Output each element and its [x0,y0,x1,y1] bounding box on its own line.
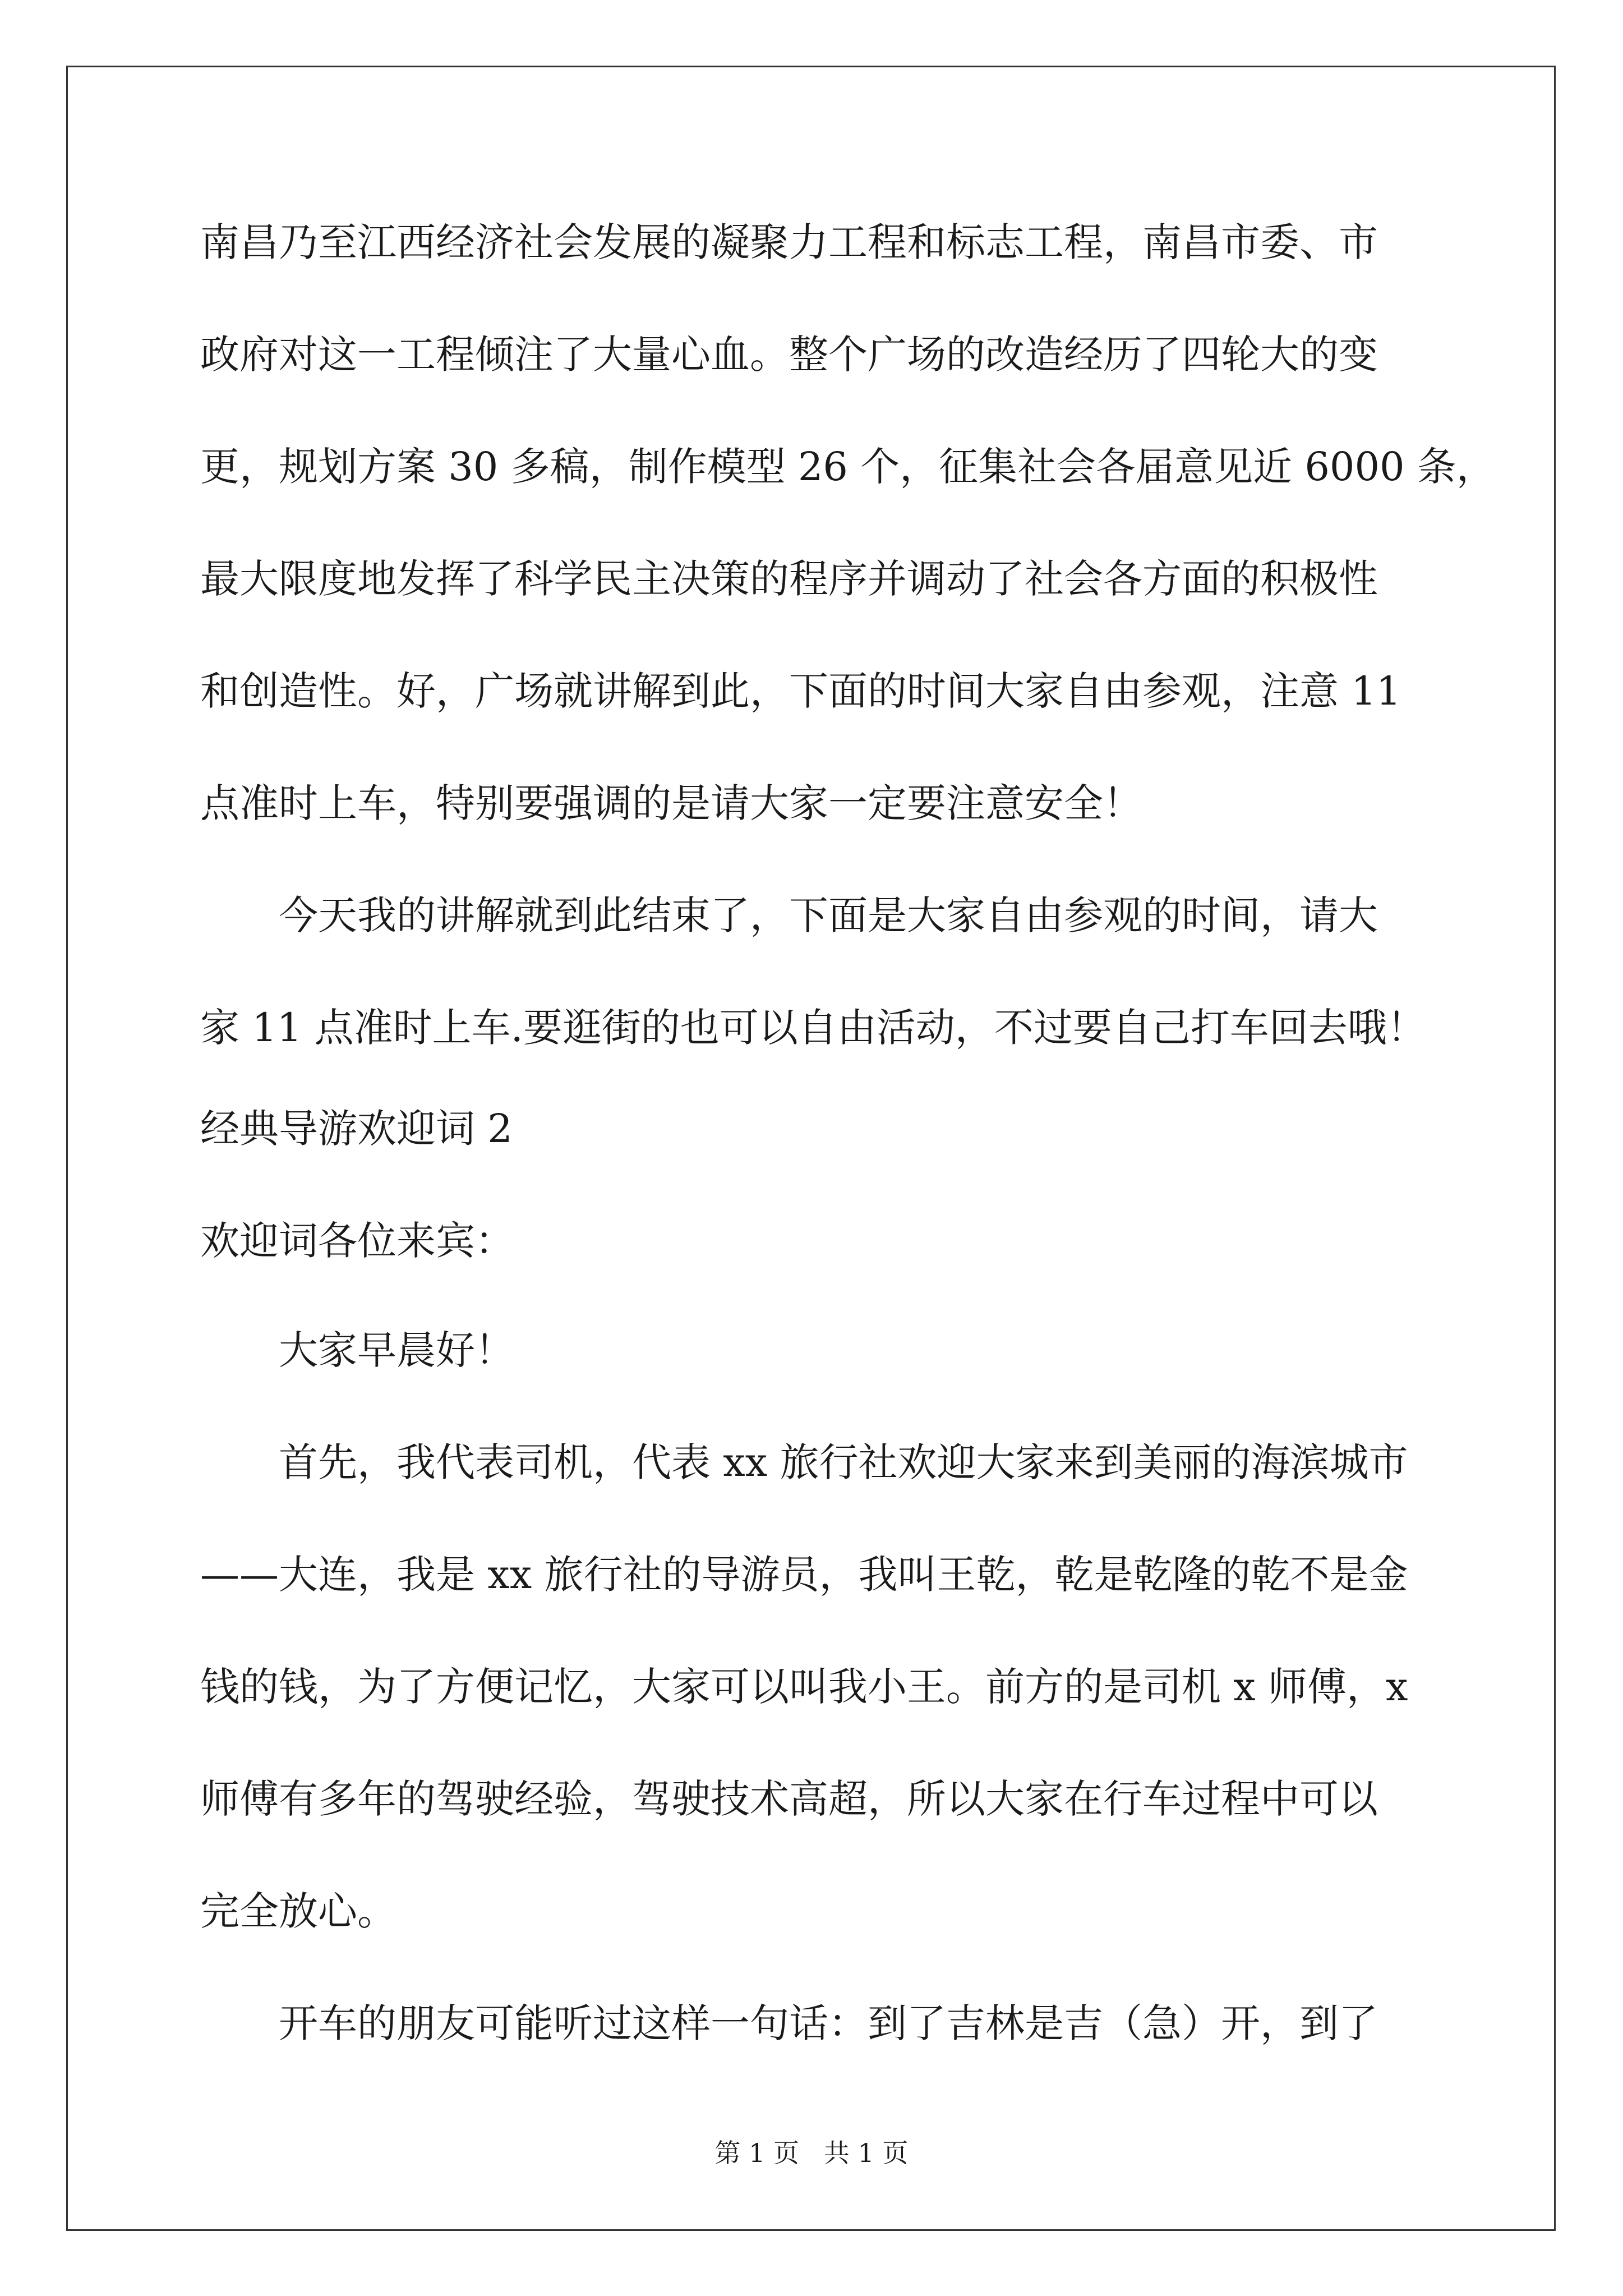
text-line: 完全放心。 [200,1888,396,1934]
text-line: 南昌乃至江西经济社会发展的凝聚力工程和标志工程，南昌市委、市 [200,219,1378,265]
text-line: 钱的钱，为了方便记忆，大家可以叫我小王。前方的是司机 x 师傅，x [200,1664,1408,1710]
text-line: 家 11 点准时上车.要逛街的也可以自由活动，不过要自己打车回去哦！ [200,1005,1426,1051]
text-line: 更，规划方案 30 多稿，制作模型 26 个，征集社会各届意见近 6000 条， [200,444,1496,490]
text-line: ——大连，我是 xx 旅行社的导游员，我叫王乾，乾是乾隆的乾不是金 [200,1552,1408,1598]
text-line: 师傅有多年的驾驶经验，驾驶技术高超，所以大家在行车过程中可以 [200,1776,1378,1822]
text-line: 最大限度地发挥了科学民主决策的程序并调动了社会各方面的积极性 [200,556,1378,602]
section-heading: 经典导游欢迎词 2 [200,1106,513,1152]
text-line: 首先，我代表司机，代表 xx 旅行社欢迎大家来到美丽的海滨城市 [279,1439,1408,1485]
text-line: 今天我的讲解就到此结束了，下面是大家自由参观的时间，请大 [279,892,1378,938]
text-line: 政府对这一工程倾注了大量心血。整个广场的改造经历了四轮大的变 [200,332,1378,378]
page-number: 第 1 页 共 1 页 [714,2138,909,2168]
greeting: 大家早晨好！ [279,1327,514,1373]
text-line: 点准时上车，特别要强调的是请大家一定要注意安全！ [200,780,1142,826]
text-line: 和创造性。好，广场就讲解到此，下面的时间大家自由参观，注意 11 [200,668,1401,714]
salutation: 欢迎词各位来宾： [200,1218,514,1264]
text-line: 开车的朋友可能听过这样一句话：到了吉林是吉（急）开，到了 [279,2000,1378,2046]
